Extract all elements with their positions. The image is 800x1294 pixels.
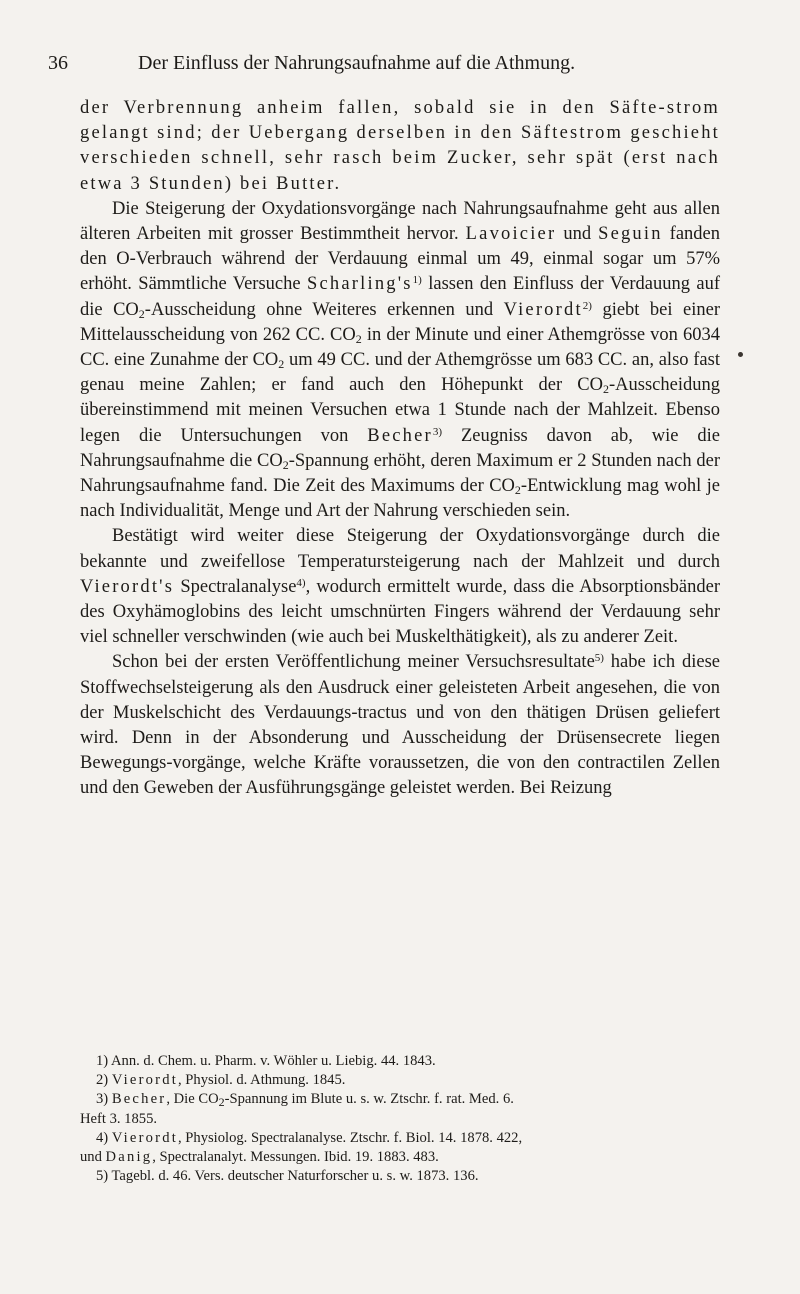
author-name: Vierordt xyxy=(503,299,583,320)
text-run: giebt bei einer Mittelausscheidung von 262 CC. CO xyxy=(80,299,720,345)
text-run: , wodurch ermittelt wurde, dass die Absorptionsbänder des Oxyhämoglobins des leicht umschnürten Fingers während der Verdauung sehr viel schneller verschwinden (wie auch bei Muskelthätigkeit), als zu anderer Zeit. xyxy=(80,576,721,648)
running-title: Der Einfluss der Nahrungsaufnahme auf die Athmung. xyxy=(138,52,576,74)
footnote-ref[interactable]: 5) xyxy=(594,652,604,665)
text-run: um 49 CC. und der Athemgrösse um 683 CC. an, also fast genau meine Zahlen; er fand auch den Höhepunkt der CO xyxy=(80,350,720,396)
author-name: Lavoicier xyxy=(465,224,557,245)
subscript: 2 xyxy=(218,1095,225,1110)
paragraph-3 xyxy=(80,524,720,650)
footnote-4 xyxy=(80,1129,720,1148)
author-name: Becher xyxy=(111,1091,167,1108)
subscript: 2 xyxy=(138,306,145,321)
paragraph-1 xyxy=(80,96,720,197)
text-run: Zeugniss davon ab, wie die Nahrungsaufnahme die CO xyxy=(80,425,720,471)
author-name: Vierordt's xyxy=(80,576,175,597)
page-number: 36 xyxy=(48,52,68,74)
author-name: Scharling's xyxy=(307,274,413,295)
paragraph-2 xyxy=(80,197,720,525)
footnotes xyxy=(80,1052,720,1186)
footnote-ref[interactable]: 2) xyxy=(582,299,592,312)
text-run: habe ich diese Stoffwechselsteigerung als den Ausdruck einer geleisteten Arbeit angesehen, die von der Muskelschicht des Verdauungs-tractus und von den thätigen Drüsen geliefert wird. Denn in der Absonderung und Ausscheidung der Drüsensecrete liegen Bewegungs-vorgänge, welche Kräfte voraussetzen, die von den contractilen Zellen und den Geweben der Ausführungsgänge geleistet werden. Bei Reizung xyxy=(80,652,720,799)
text-run: und xyxy=(556,224,599,245)
text-run: Spectralanalyse xyxy=(174,576,297,597)
text-run: -Spannung erhöht, deren Maximum er 2 Stunden nach der Nahrungsaufnahme fand. Die Zeit des Maximums der CO xyxy=(80,450,720,497)
footnote-4-continued xyxy=(80,1148,720,1167)
text-run: -Ausscheidung übereinstimmend mit meinen Versuchen etwa 1 Stunde nach der Mahlzeit. Ebenso legen die Untersuchungen von xyxy=(80,375,720,446)
subscript: 2 xyxy=(603,382,610,397)
text-run: in der Minute und einer Athemgrösse von 6034 CC. eine Zunahme der CO xyxy=(80,324,720,371)
footnote-2 xyxy=(80,1071,720,1090)
footnote-ref[interactable]: 1) xyxy=(412,274,422,287)
subscript: 2 xyxy=(278,357,285,372)
footnote-3 xyxy=(80,1090,720,1109)
text-run: 2) xyxy=(96,1072,112,1089)
paragraph-1-text: der Verbrennung anheim fallen, sobald sie in den Säfte-strom gelangt sind; der Uebergang derselben in den Säftestrom geschieht verschieden schnell, sehr rasch beim Zucker, sehr spät (erst nach etwa 3 Stunden) bei Butter. xyxy=(80,98,720,194)
footnote-ref[interactable]: 4) xyxy=(296,576,306,589)
text-run: Die Steigerung der Oxydationsvorgänge nach Nahrungsaufnahme geht aus allen älteren Arbeiten mit grosser Bestimmtheit hervor. xyxy=(80,198,720,245)
paragraph-4 xyxy=(80,650,720,801)
text-run: fanden den O-Verbrauch während der Verdauung einmal um 49, einmal sogar um 57% erhöht. Sämmtliche Versuche xyxy=(80,224,720,295)
author-name: Danig xyxy=(105,1149,153,1166)
author-name: Seguin xyxy=(598,224,663,245)
text-run: 3) xyxy=(96,1091,112,1108)
subscript: 2 xyxy=(514,483,521,498)
footnote-5: 5) Tagebl. d. 46. Vers. deutscher Naturforscher u. s. w. 1873. 136. xyxy=(96,1168,479,1185)
text-run: Schon bei der ersten Veröffentlichung meiner Versuchsresultate xyxy=(112,652,595,673)
footnote-ref[interactable]: 3) xyxy=(432,425,443,438)
text-run: lassen den Einfluss der Verdauung auf die CO xyxy=(80,274,720,320)
text-run: , Die CO xyxy=(166,1091,219,1108)
subscript: 2 xyxy=(355,331,362,346)
text-run: -Entwicklung mag wohl je nach Individualität, Menge und Art der Nahrung verschieden sein. xyxy=(80,476,720,522)
footnote-1: 1) Ann. d. Chem. u. Pharm. v. Wöhler u. Liebig. 44. 1843. xyxy=(96,1053,436,1069)
author-name: Vierordt xyxy=(111,1129,178,1146)
author-name: Becher xyxy=(367,425,433,446)
text-run: , Physiol. d. Athmung. 1845. xyxy=(177,1072,346,1089)
author-name: Vierordt xyxy=(111,1072,178,1089)
subscript: 2 xyxy=(282,457,289,472)
text-run: -Spannung im Blute u. s. w. Ztschr. f. rat. Med. 6. xyxy=(224,1091,514,1108)
text-run: , Spectralanalyt. Messungen. Ibid. 19. 1883. 483. xyxy=(152,1149,439,1166)
text-run: und xyxy=(80,1149,106,1166)
text-run: -Ausscheidung ohne Weiteres erkennen und xyxy=(144,299,504,320)
text-run: , Physiolog. Spectralanalyse. Ztschr. f. Biol. 14. 1878. 422, xyxy=(177,1129,523,1146)
main-text xyxy=(80,96,720,802)
text-run: Bestätigt wird weiter diese Steigerung der Oxydationsvorgänge durch die bekannte und zweifellose Temperatursteigerung nach der Mahlzeit und durch xyxy=(80,526,720,572)
text-run: 4) xyxy=(96,1129,112,1146)
footnote-3-continued: Heft 3. 1855. xyxy=(80,1110,158,1127)
margin-dot xyxy=(738,352,743,357)
running-header xyxy=(48,48,768,78)
